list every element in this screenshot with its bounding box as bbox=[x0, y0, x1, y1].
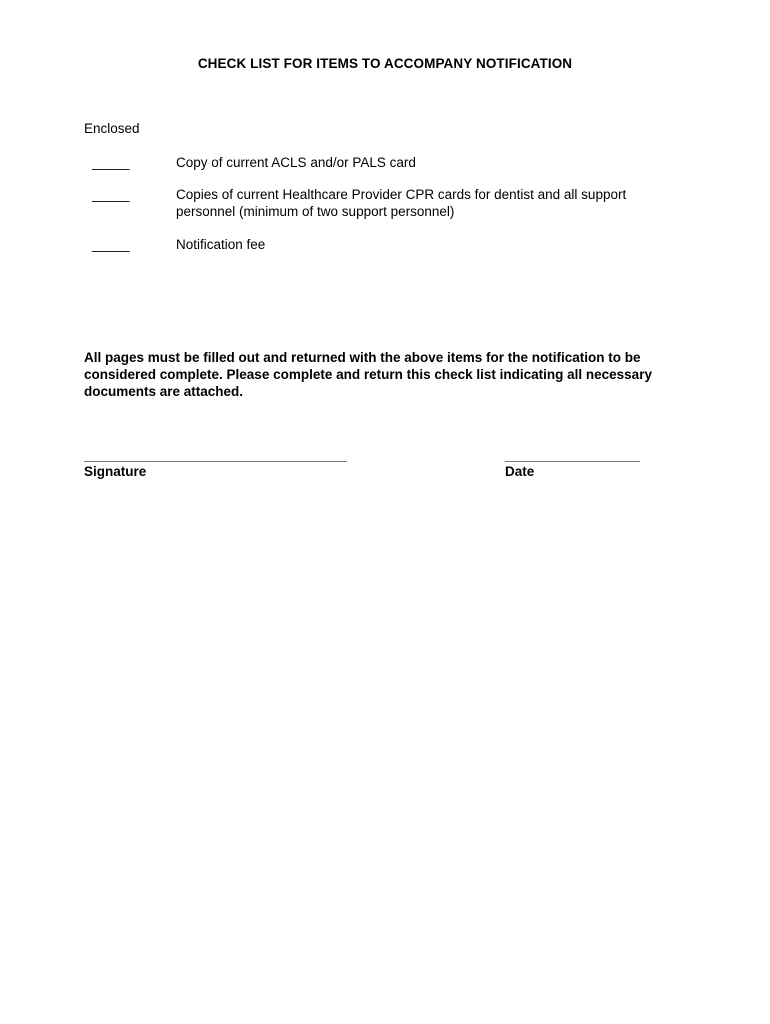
signature-label: Signature bbox=[84, 464, 147, 479]
check-blank[interactable]: _____ bbox=[92, 187, 130, 202]
checklist-item-text: Copies of current Healthcare Provider CPR cards for dentist and all support personnel (minimum of two support personnel) bbox=[176, 187, 627, 219]
signature-line[interactable]: ___________________________________ bbox=[84, 448, 347, 463]
page-title: CHECK LIST FOR ITEMS TO ACCOMPANY NOTIFICATION bbox=[197, 56, 573, 71]
signature-block bbox=[84, 448, 347, 480]
instructions-text: All pages must be filled out and returned with the above items for the notification to be considered complete. Please complete and return this check list indicating all necessary documents are attached. bbox=[84, 350, 652, 399]
checklist-item-text: Notification fee bbox=[176, 237, 266, 252]
date-line[interactable]: __________________ bbox=[505, 448, 641, 463]
date-block bbox=[505, 448, 640, 480]
enclosed-label: Enclosed bbox=[84, 121, 140, 136]
date-label: Date bbox=[505, 464, 535, 479]
check-blank[interactable]: _____ bbox=[92, 155, 130, 170]
checklist-item-text: Copy of current ACLS and/or PALS card bbox=[176, 155, 416, 170]
check-blank[interactable]: _____ bbox=[92, 237, 130, 252]
